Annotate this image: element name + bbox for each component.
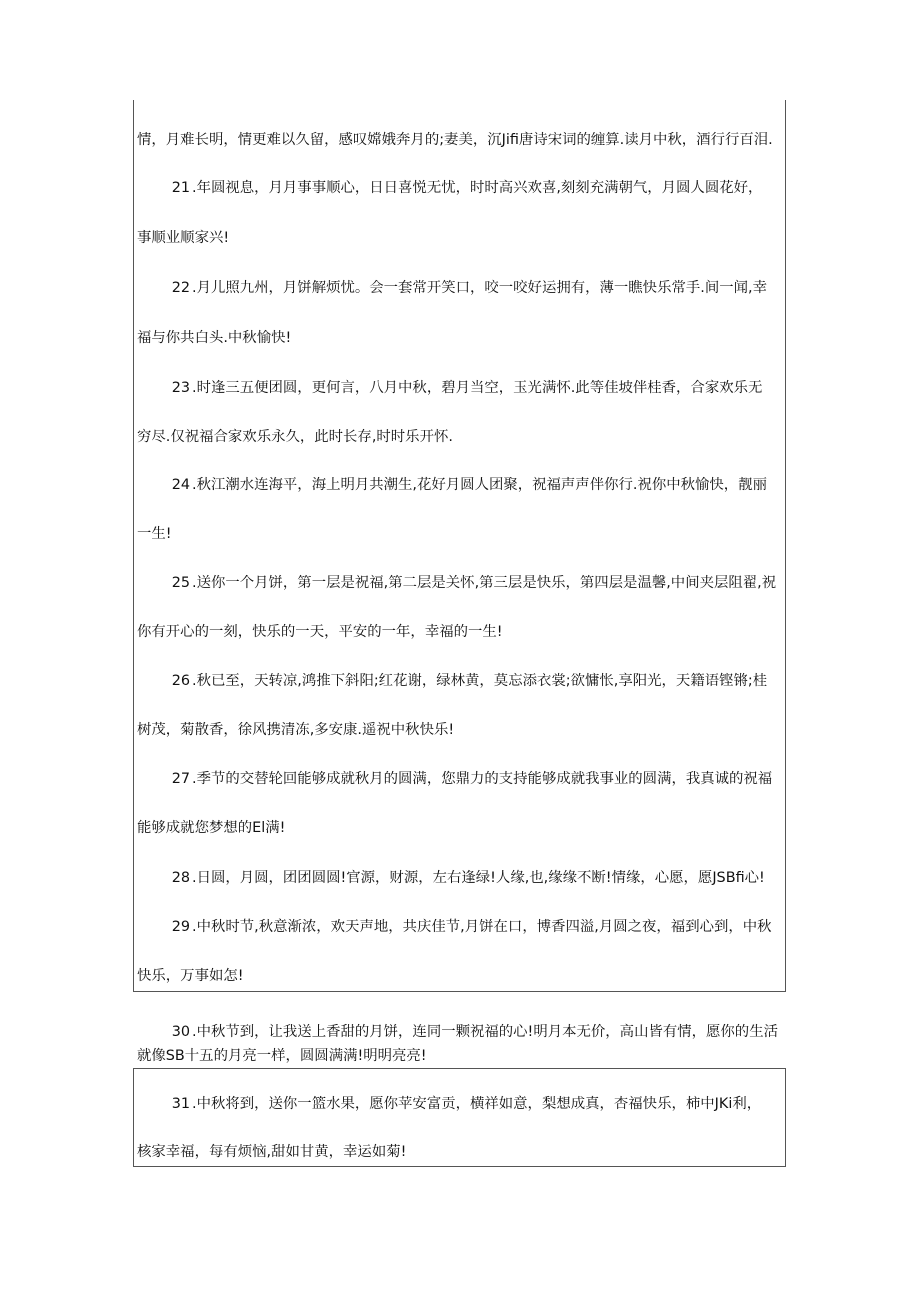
paragraph-22-line-2: 福与你共白头.中秋愉快!: [137, 330, 292, 346]
item-number: 27: [171, 771, 190, 787]
item-number: 25: [171, 575, 190, 591]
item-number: 30: [171, 1024, 190, 1040]
item-number: 24: [171, 477, 190, 493]
item-text: .秋已至，天转凉,鸿推下斜阳;红花谢，绿林黄，莫忘添衣裳;欲慵怅,享阳光，天籍语铿锵;桂: [192, 673, 768, 689]
item-text: .季节的交替轮回能够成就秋月的圆满，您鼎力的支持能够成就我事业的圆满，我真诚的祝福: [192, 771, 773, 787]
paragraph-23-line-1: [137, 378, 787, 398]
paragraph-21-line-2: 事顺业顺家兴!: [137, 230, 230, 246]
item-text: .月儿照九州，月饼解烦忧。会一套常开笑口，咬一咬好运拥有，薄一瞧快乐常手.间一闻,幸: [192, 280, 767, 296]
paragraph-29-line-1: [137, 917, 787, 937]
paragraph-30-line-2: 就像SB十五的月亮一样，圆圆满满!明明亮亮!: [137, 1048, 427, 1064]
paragraph-22-line-1: [137, 278, 787, 298]
paragraph-24-line-2: 一生!: [137, 526, 172, 542]
item-text: .年圆视息，月月事事顺心，日日喜悦无忧，时时高兴欢喜,刻刻充满朝气，月圆人圆花好，: [192, 180, 763, 196]
paragraph-30-line-1: [137, 1022, 787, 1042]
item-text: .中秋节到，让我送上香甜的月饼，连同一颗祝福的心!明月本无价，高山皆有情，愿你的生活: [192, 1024, 778, 1040]
paragraph-26-line-1: [137, 671, 787, 691]
paragraph-27-line-2: 能够成就您梦想的El满!: [137, 820, 286, 836]
paragraph-23-line-2: 穷尽.仅祝福合家欢乐永久，此时长存,时时乐开怀.: [137, 429, 453, 445]
item-text: .秋江潮水连海平，海上明月共潮生,花好月圆人团聚，祝福声声伴你行.祝你中秋愉快，靓丽: [192, 477, 767, 493]
item-number: 28: [171, 870, 190, 886]
item-number: 29: [171, 919, 190, 935]
paragraph-31-line-1: [137, 1094, 787, 1114]
item-number: 21: [171, 180, 190, 196]
paragraph-25-line-1: [137, 573, 787, 593]
item-text: .中秋将到，送你一篮水果，愿你苹安富贡，横祥如意，梨想成真，杏福快乐，柿中JKi利，: [192, 1096, 762, 1112]
item-number: 23: [171, 380, 190, 396]
item-number: 31: [171, 1096, 190, 1112]
paragraph-26-line-2: 树茂，菊散香，徐风携清冻,多安康.遥祝中秋快乐!: [137, 722, 455, 738]
item-text: .时逢三五便团圆，更何言，八月中秋，碧月当空，玉光满怀.此等佳坡伴桂香，合家欢乐无: [192, 380, 763, 396]
item-number: 26: [171, 673, 190, 689]
paragraph-21-line-1: [137, 178, 787, 198]
item-number: 22: [171, 280, 190, 296]
item-text: .中秋时节,秋意渐浓，欢天声地，共庆佳节,月饼在口，博香四溢,月圆之夜，福到心到，中秋: [192, 919, 772, 935]
paragraph-28-line-1: [137, 868, 787, 888]
paragraph-29-line-2: 快乐，万事如怎!: [137, 968, 244, 984]
paragraph-continuation: 情，月难长明，情更难以久留，感叹嫦娥奔月的;妻美，沉Jifi唐诗宋词的缠算.读月中秋，酒行行百泪.: [137, 132, 773, 148]
paragraph-24-line-1: [137, 475, 787, 495]
paragraph-25-line-2: 你有开心的一刻，快乐的一天，平安的一年，幸福的一生!: [137, 624, 503, 640]
item-text: .送你一个月饼，第一层是祝福,第二层是关怀,第三层是快乐，第四层是温馨,中间夹层阻翟,祝: [192, 575, 777, 591]
paragraph-31-line-2: 核家幸福，每有烦恼,甜如甘黄，幸运如菊!: [137, 1144, 407, 1160]
paragraph-27-line-1: [137, 769, 787, 789]
item-text: .日圆，月圆，团团圆圆!官源，财源，左右逢绿!人缘,也,缘缘不断!情缘，心愿，愿JSBfi心!: [192, 870, 765, 886]
